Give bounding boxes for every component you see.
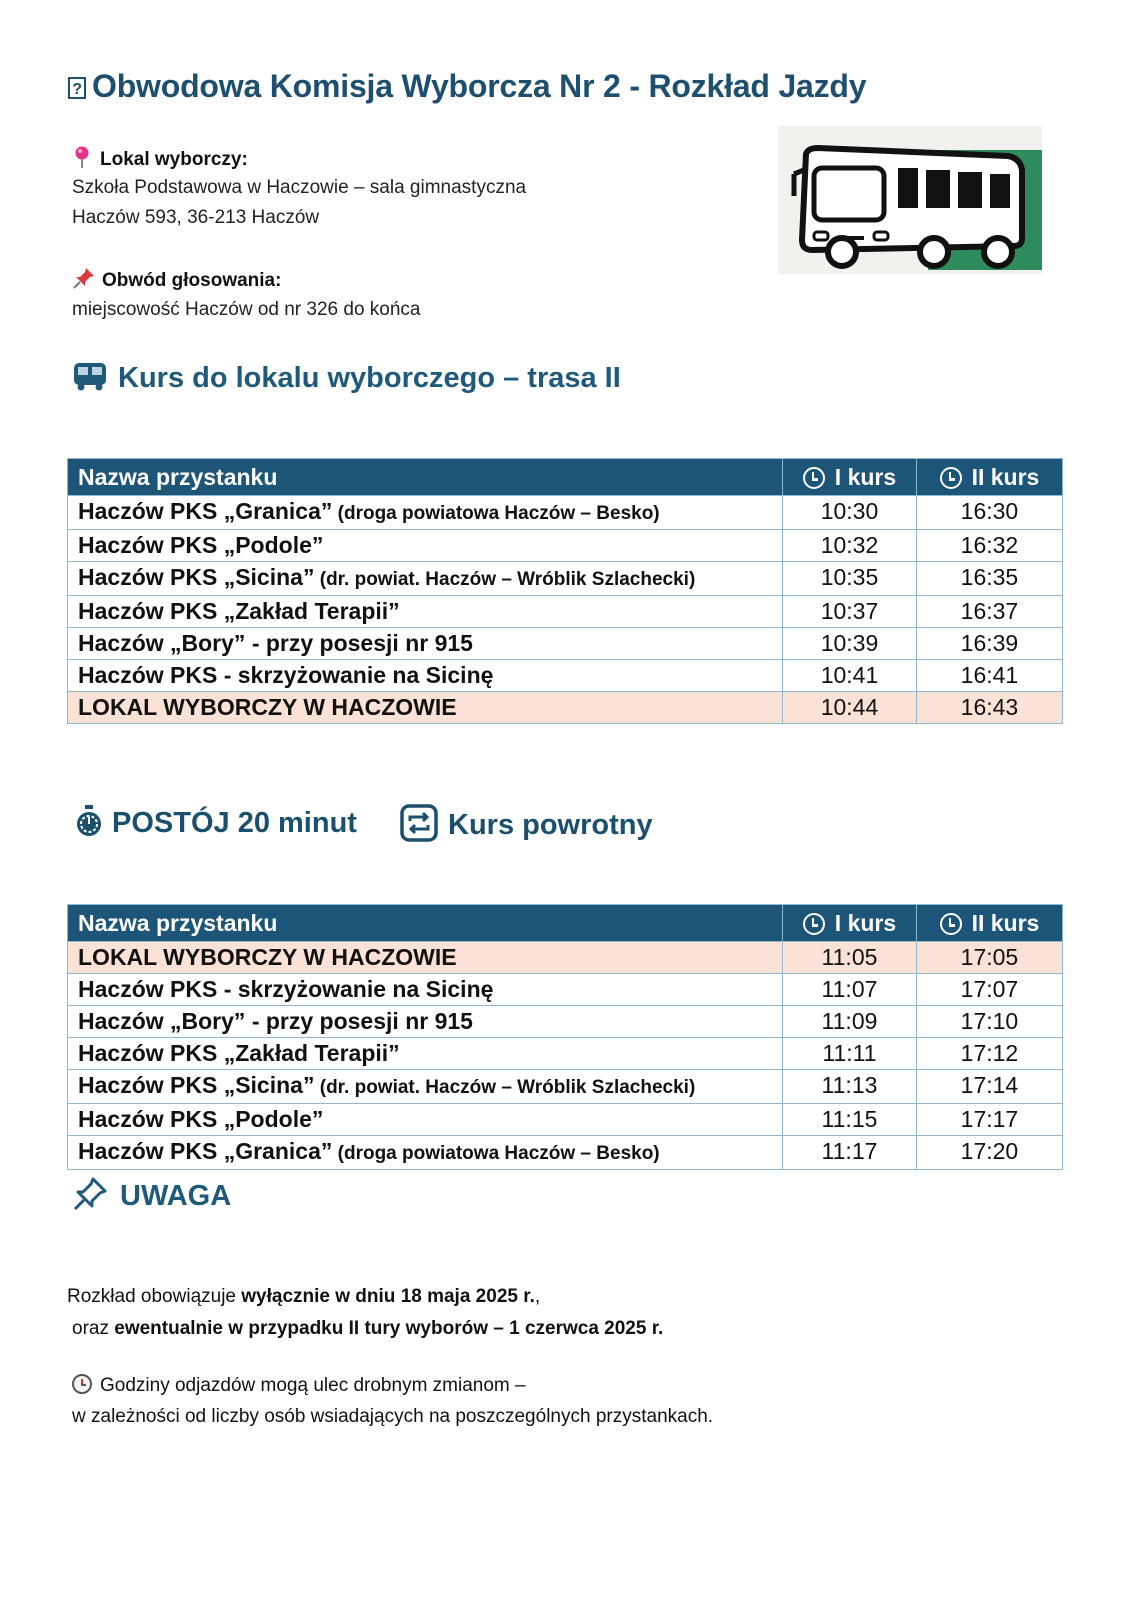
- stop-name: [68, 530, 783, 562]
- course-2-time: 16:41: [916, 660, 1062, 692]
- stop-name-text: Haczów PKS „Podole”: [78, 532, 324, 558]
- course-2-time: 17:20: [916, 1136, 1062, 1170]
- table-row: [68, 1104, 1063, 1136]
- stop-name: [68, 660, 783, 692]
- stop-note: (dr. powiat. Haczów – Wróblik Szlachecki): [314, 569, 696, 590]
- venue-label: Lokal wyborczy:: [100, 149, 248, 170]
- stop-name-text: LOKAL WYBORCZY W HACZOWIE: [78, 694, 457, 720]
- column-header-course-2: II kurs: [916, 459, 1062, 496]
- stop-name-text: Haczów PKS „Zakład Terapii”: [78, 1040, 400, 1066]
- course-1-time: 11:09: [783, 1006, 917, 1038]
- course-2-time: 17:17: [916, 1104, 1062, 1136]
- course-1-time: 10:41: [783, 660, 917, 692]
- validity-note-2: oraz ewentualnie w przypadku II tury wyborów – 1 czerwca 2025 r.: [72, 1318, 664, 1339]
- course-1-time: 11:05: [783, 942, 917, 974]
- route-title: [72, 360, 621, 395]
- return-trip-text: Kurs powrotny: [448, 809, 653, 841]
- location-pin-icon: [72, 145, 92, 169]
- course-1-time: 10:39: [783, 628, 917, 660]
- route-title-text: Kurs do lokalu wyborczego – trasa II: [118, 362, 621, 394]
- stop-name-text: Haczów PKS „Sicina”: [78, 1072, 315, 1098]
- warning-title-text: UWAGA: [120, 1180, 232, 1212]
- clock-icon: [940, 913, 962, 935]
- table-row: [68, 1006, 1063, 1038]
- timing-note-2: w zależności od liczby osób wsiadających na poszczególnych przystankach.: [72, 1406, 714, 1427]
- placeholder-glyph-icon: ?: [68, 77, 86, 99]
- course-1-time: 10:32: [783, 530, 917, 562]
- course-2-time: 16:30: [916, 496, 1062, 530]
- stop-duration-label: [74, 804, 357, 840]
- course-2-time: 17:10: [916, 1006, 1062, 1038]
- venue-block: [72, 145, 526, 229]
- stopwatch-icon: [74, 804, 104, 838]
- stop-name: [68, 628, 783, 660]
- stop-name: [68, 562, 783, 596]
- table-row: [68, 1136, 1063, 1170]
- stop-name: [68, 1136, 783, 1170]
- course-1-time: 11:11: [783, 1038, 917, 1070]
- district-description: miejscowość Haczów od nr 326 do końca: [72, 299, 421, 320]
- venue-address-1: Szkoła Podstawowa w Haczowie – sala gimnastyczna: [72, 177, 527, 198]
- stop-name-text: LOKAL WYBORCZY W HACZOWIE: [78, 944, 457, 970]
- course-2-time: 17:14: [916, 1070, 1062, 1104]
- course-2-time: 16:43: [916, 692, 1062, 724]
- table-row: [68, 628, 1063, 660]
- table-row: [68, 942, 1063, 974]
- column-header-course-1: I kurs: [783, 459, 917, 496]
- venue-address-2: Haczów 593, 36-213 Haczów: [72, 207, 320, 228]
- clock-icon: [940, 467, 962, 489]
- clock-icon: [803, 467, 825, 489]
- return-trip-label: [400, 804, 653, 842]
- stop-note: (droga powiatowa Haczów – Besko): [332, 503, 660, 524]
- stop-name: [68, 496, 783, 530]
- column-header-course-1: I kurs: [783, 905, 917, 942]
- stop-name: [68, 1038, 783, 1070]
- stop-duration-text: POSTÓJ 20 minut: [112, 807, 357, 839]
- course-2-time: 16:39: [916, 628, 1062, 660]
- stop-name: [68, 692, 783, 724]
- table-row: [68, 562, 1063, 596]
- course-2-time: 17:05: [916, 942, 1062, 974]
- stop-name: [68, 596, 783, 628]
- table-header-row: [68, 905, 1063, 942]
- table-row: [68, 496, 1063, 530]
- stop-name-text: Haczów PKS - skrzyżowanie na Sicinę: [78, 662, 494, 688]
- course-2-time: 17:07: [916, 974, 1062, 1006]
- course-2-time: 17:12: [916, 1038, 1062, 1070]
- stop-name: [68, 1070, 783, 1104]
- stop-name: [68, 1006, 783, 1038]
- stop-note: (dr. powiat. Haczów – Wróblik Szlachecki): [314, 1077, 696, 1098]
- column-header-stop: Nazwa przystanku: [68, 459, 783, 496]
- table-row: [68, 530, 1063, 562]
- course-1-time: 11:15: [783, 1104, 917, 1136]
- course-2-time: 16:37: [916, 596, 1062, 628]
- warning-heading: [72, 1176, 231, 1213]
- page-title-text: Obwodowa Komisja Wyborcza Nr 2 - Rozkład Jazdy: [92, 68, 867, 104]
- course-1-time: 10:44: [783, 692, 917, 724]
- table-row: [68, 692, 1063, 724]
- stop-note: (droga powiatowa Haczów – Besko): [332, 1143, 660, 1164]
- validity-note-1: Rozkład obowiązuje wyłącznie w dniu 18 maja 2025 r.,: [67, 1286, 541, 1307]
- table-row: [68, 660, 1063, 692]
- course-2-time: 16:35: [916, 562, 1062, 596]
- table-header-row: [68, 459, 1063, 496]
- stop-name: [68, 974, 783, 1006]
- course-1-time: 10:35: [783, 562, 917, 596]
- bus-illustration-icon: [778, 126, 1042, 274]
- course-1-time: 10:30: [783, 496, 917, 530]
- district-label: Obwód głosowania:: [102, 270, 282, 291]
- stop-name: [68, 1104, 783, 1136]
- course-2-time: 16:32: [916, 530, 1062, 562]
- pushpin-outline-icon: [72, 1176, 108, 1212]
- column-header-course-2: II kurs: [916, 905, 1062, 942]
- clock-icon: [72, 1374, 92, 1394]
- stop-name-text: Haczów PKS - skrzyżowanie na Sicinę: [78, 976, 494, 1002]
- table-row: [68, 596, 1063, 628]
- timing-note-1: Godziny odjazdów mogą ulec drobnym zmianom –: [72, 1374, 526, 1397]
- course-1-time: 11:13: [783, 1070, 917, 1104]
- course-1-time: 10:37: [783, 596, 917, 628]
- course-1-time: 11:17: [783, 1136, 917, 1170]
- stop-name-text: Haczów PKS „Zakład Terapii”: [78, 598, 400, 624]
- page-title: [68, 68, 866, 105]
- bus-icon: [72, 360, 108, 392]
- table-row: [68, 1038, 1063, 1070]
- stop-name-text: Haczów „Bory” - przy posesji nr 915: [78, 630, 473, 656]
- return-schedule-table: [67, 904, 1063, 1170]
- stop-name-text: Haczów „Bory” - przy posesji nr 915: [78, 1008, 473, 1034]
- stop-name-text: Haczów PKS „Podole”: [78, 1106, 324, 1132]
- column-header-stop: Nazwa przystanku: [68, 905, 783, 942]
- stop-name: [68, 942, 783, 974]
- stop-name-text: Haczów PKS „Granica”: [78, 1138, 333, 1164]
- stop-name-text: Haczów PKS „Sicina”: [78, 564, 315, 590]
- table-row: [68, 974, 1063, 1006]
- stop-name-text: Haczów PKS „Granica”: [78, 498, 333, 524]
- repeat-icon: [400, 804, 438, 842]
- course-1-time: 11:07: [783, 974, 917, 1006]
- clock-icon: [803, 913, 825, 935]
- outbound-schedule-table: [67, 458, 1063, 724]
- district-block: [72, 266, 421, 321]
- pushpin-icon: [72, 266, 96, 290]
- table-row: [68, 1070, 1063, 1104]
